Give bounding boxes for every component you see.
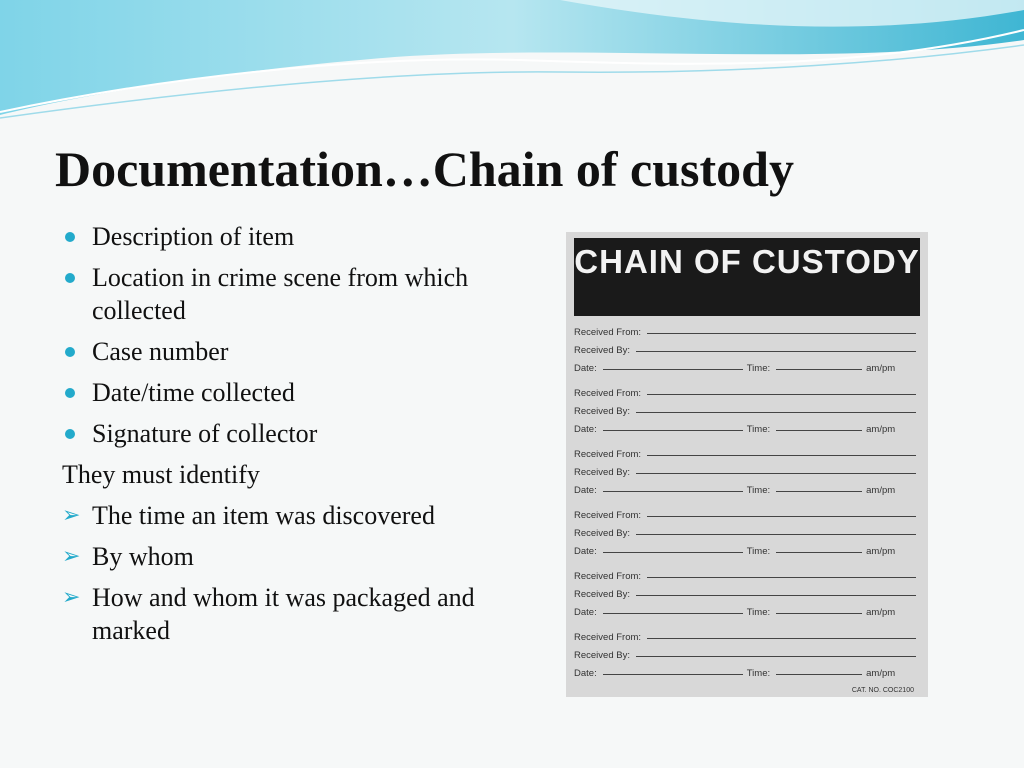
form-line	[776, 552, 862, 553]
form-line	[776, 369, 862, 370]
form-line	[647, 333, 916, 334]
form-entry-block	[574, 320, 920, 374]
form-line	[776, 613, 862, 614]
slide-body	[62, 220, 532, 655]
form-entry-block	[574, 442, 920, 496]
date-time-row: Date: Time: am/pm	[574, 424, 896, 435]
date-time-row: Date: Time: am/pm	[574, 485, 896, 496]
received-by-row: Received By:	[574, 582, 920, 600]
arrow-bullet-icon: ➢	[62, 503, 81, 528]
form-line	[603, 369, 743, 370]
form-entry-block	[574, 381, 920, 435]
chain-of-custody-form-image	[566, 232, 928, 697]
arrow-bullet-icon: ➢	[62, 585, 81, 610]
date-time-row: Date: Time: am/pm	[574, 363, 896, 374]
form-line	[647, 516, 916, 517]
form-line	[647, 394, 916, 395]
received-by-row: Received By:	[574, 338, 920, 356]
received-from-row: Received From:	[574, 381, 920, 399]
form-line	[636, 595, 916, 596]
form-line	[636, 351, 916, 352]
subheading: They must identify	[62, 460, 260, 489]
received-from-row: Received From:	[574, 503, 920, 521]
arrow-bullet-icon: ➢	[62, 544, 81, 569]
form-line	[603, 674, 743, 675]
form-line	[603, 430, 743, 431]
form-line	[603, 613, 743, 614]
date-time-row: Date: Time: am/pm	[574, 668, 896, 679]
bullet-dot-icon	[65, 347, 75, 357]
form-line	[776, 674, 862, 675]
form-line	[636, 473, 916, 474]
catalog-number: CAT. NO. COC2100	[851, 687, 914, 694]
list-item: Description of item	[62, 220, 532, 253]
date-time-row: Date: Time: am/pm	[574, 607, 896, 618]
received-by-row: Received By:	[574, 460, 920, 478]
header-wave-decoration	[0, 0, 1024, 120]
form-line	[636, 412, 916, 413]
form-entry-block	[574, 564, 920, 618]
bullet-dot-icon	[65, 429, 75, 439]
form-line	[603, 491, 743, 492]
sub-bullet-list	[62, 499, 532, 647]
list-item: ➢ How and whom it was packaged and marked	[62, 583, 475, 645]
list-item: ➢ By whom	[62, 542, 194, 571]
form-header: CHAIN OF CUSTODY	[574, 238, 920, 316]
form-line	[776, 491, 862, 492]
bullet-dot-icon	[65, 388, 75, 398]
form-line	[647, 455, 916, 456]
bullet-dot-icon	[65, 273, 75, 283]
list-item: Location in crime scene from which collected	[62, 261, 532, 327]
form-line	[776, 430, 862, 431]
list-item: Case number	[62, 335, 532, 368]
form-line	[636, 656, 916, 657]
form-line	[647, 577, 916, 578]
form-entry-block	[574, 503, 920, 557]
form-line	[603, 552, 743, 553]
received-from-row: Received From:	[574, 564, 920, 582]
received-from-row: Received From:	[574, 442, 920, 460]
received-from-row: Received From:	[574, 625, 920, 643]
list-item: Date/time collected	[62, 376, 532, 409]
list-item: ➢ The time an item was discovered	[62, 501, 435, 530]
received-by-row: Received By:	[574, 399, 920, 417]
received-from-row: Received From:	[574, 320, 920, 338]
form-line	[636, 534, 916, 535]
received-by-row: Received By:	[574, 521, 920, 539]
received-by-row: Received By:	[574, 643, 920, 661]
list-item: Signature of collector	[62, 417, 532, 450]
form-entry-block	[574, 625, 920, 679]
bullet-list	[62, 220, 532, 450]
date-time-row: Date: Time: am/pm	[574, 546, 896, 557]
bullet-dot-icon	[65, 232, 75, 242]
form-line	[647, 638, 916, 639]
slide-title: Documentation…Chain of custody	[55, 141, 794, 197]
